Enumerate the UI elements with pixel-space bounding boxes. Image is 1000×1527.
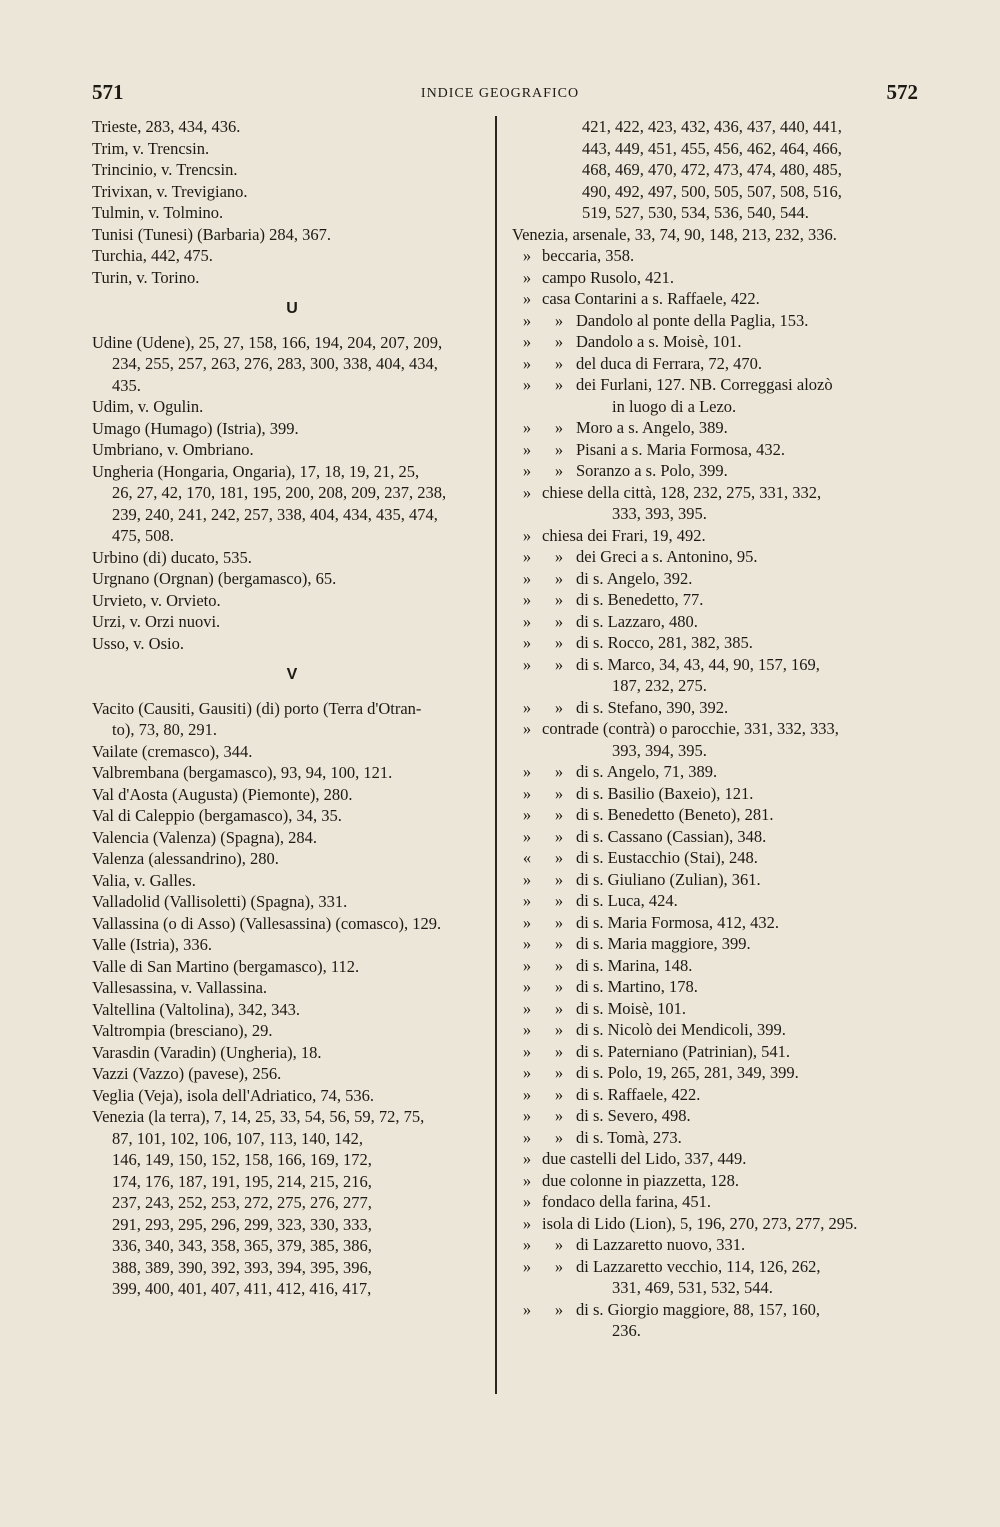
ditto-mark: » xyxy=(522,547,532,566)
ditto-mark: » xyxy=(522,461,532,480)
ditto-mark: » xyxy=(554,1084,564,1104)
sub-entry xyxy=(512,1299,928,1321)
entry-line: 336, 340, 343, 358, 365, 379, 385, 386, xyxy=(112,1236,372,1255)
ditto-mark: » xyxy=(522,1041,532,1061)
entry-line: Valladolid (Vallisoletti) (Spagna), 331. xyxy=(92,892,348,911)
index-entry xyxy=(92,461,492,547)
entry-text: di s. Stefano, 390, 392. xyxy=(576,697,729,717)
entry-text: di s. Maria maggiore, 399. xyxy=(576,934,751,953)
index-entry xyxy=(92,116,492,138)
entry-text: di s. Rocco, 281, 382, 385. xyxy=(576,633,753,652)
sub-entry xyxy=(512,245,928,267)
ditto-mark: » xyxy=(554,912,564,932)
entry-line: 146, 149, 150, 152, 158, 166, 169, 172, xyxy=(112,1150,372,1169)
sub-entry xyxy=(512,1084,928,1106)
index-entry xyxy=(92,1085,492,1107)
entry-line: Ungheria (Hongaria, Ongaria), 17, 18, 19, 21, 25, xyxy=(92,461,420,481)
index-entry xyxy=(92,138,492,160)
entry-line: 291, 293, 295, 296, 299, 323, 330, 333, xyxy=(112,1214,372,1234)
entry-line: 399, 400, 401, 407, 411, 412, 416, 417, xyxy=(112,1279,372,1298)
sub-entry xyxy=(512,826,928,848)
entry-line: Vallesassina, v. Vallassina. xyxy=(92,978,268,997)
index-entry xyxy=(92,267,492,289)
sub-entry xyxy=(512,288,928,310)
ditto-mark: » xyxy=(554,762,564,781)
entry-text: di s. Giuliano (Zulian), 361. xyxy=(576,869,761,889)
ditto-mark: » xyxy=(554,1235,564,1254)
entry-line: Veglia (Veja), isola dell'Adriatico, 74, 536. xyxy=(92,1085,375,1105)
entry-text: di s. Maria Formosa, 412, 432. xyxy=(576,912,780,932)
ditto-mark: » xyxy=(554,848,564,867)
ditto-mark: » xyxy=(554,826,564,846)
sub-entry xyxy=(512,1148,928,1170)
entry-line: 174, 176, 187, 191, 195, 214, 215, 216, xyxy=(112,1171,372,1191)
ditto-mark: » xyxy=(522,891,532,910)
sub-entry xyxy=(512,804,928,826)
ditto-mark: » xyxy=(522,1020,532,1039)
sub-entry xyxy=(512,1041,928,1063)
entry-text: 236. xyxy=(612,1321,641,1340)
continuation-line: 443, 449, 451, 455, 456, 462, 464, 466, xyxy=(582,138,842,158)
ditto-mark: » xyxy=(522,568,532,588)
ditto-mark: » xyxy=(522,783,532,803)
index-entry xyxy=(92,590,492,612)
index-entry xyxy=(92,698,492,741)
ditto-mark: » xyxy=(522,1213,532,1233)
entry-line: Val di Caleppio (bergamasco), 34, 35. xyxy=(92,806,342,825)
left-column xyxy=(92,116,492,1300)
sub-entry xyxy=(512,503,928,525)
right-column xyxy=(512,116,928,1342)
ditto-mark: » xyxy=(522,1127,532,1147)
entry-text: 393, 394, 395. xyxy=(612,740,707,760)
index-entry xyxy=(92,741,492,763)
sub-entry xyxy=(512,568,928,590)
ditto-mark: » xyxy=(522,246,532,265)
ditto-mark: » xyxy=(554,934,564,953)
index-entry xyxy=(92,848,492,870)
sub-entry xyxy=(512,460,928,482)
ditto-mark: » xyxy=(522,955,532,975)
ditto-mark: » xyxy=(554,332,564,351)
entry-line: 234, 255, 257, 263, 276, 283, 300, 338, 404, 434, xyxy=(112,354,438,373)
entry-line: Venezia, arsenale, 33, 74, 90, 148, 213, 232, 336. xyxy=(512,224,837,244)
entry-text: di s. Paterniano (Patrinian), 541. xyxy=(576,1041,791,1061)
ditto-mark: » xyxy=(522,912,532,932)
index-entry xyxy=(92,245,492,267)
ditto-mark: » xyxy=(522,1170,532,1190)
index-entry xyxy=(92,1063,492,1085)
sub-entry xyxy=(512,1105,928,1127)
entry-text: di s. Basilio (Baxeio), 121. xyxy=(576,783,754,803)
ditto-mark: » xyxy=(522,375,532,394)
page-number-left: 571 xyxy=(92,80,124,104)
entry-text: di s. Benedetto, 77. xyxy=(576,590,704,609)
index-entry xyxy=(92,1020,492,1042)
entry-text: fondaco della farina, 451. xyxy=(542,1192,712,1211)
ditto-mark: » xyxy=(554,998,564,1018)
entry-line: Trim, v. Trencsin. xyxy=(92,138,210,158)
index-entry xyxy=(92,633,492,655)
ditto-mark: » xyxy=(554,375,564,394)
entry-line: Vailate (cremasco), 344. xyxy=(92,741,253,761)
index-entry xyxy=(92,827,492,849)
ditto-mark: » xyxy=(554,1020,564,1039)
entry-text: in luogo di a Lezo. xyxy=(612,396,737,416)
ditto-mark: » xyxy=(522,482,532,502)
entry-line: 475, 508. xyxy=(112,526,174,545)
entry-text: 331, 469, 531, 532, 544. xyxy=(612,1278,773,1297)
ditto-mark: » xyxy=(522,267,532,287)
ditto-mark: » xyxy=(554,1127,564,1147)
index-entry xyxy=(92,418,492,440)
ditto-mark: » xyxy=(554,805,564,824)
ditto-mark: » xyxy=(522,1063,532,1082)
ditto-mark: » xyxy=(522,1149,532,1168)
entry-line: Valia, v. Galles. xyxy=(92,870,196,890)
entry-line: Venezia (la terra), 7, 14, 25, 33, 54, 56, 59, 72, 75, xyxy=(92,1107,425,1126)
sub-entry xyxy=(512,310,928,332)
sub-entry xyxy=(512,1191,928,1213)
sub-entry xyxy=(512,632,928,654)
entry-line: Vazzi (Vazzo) (pavese), 256. xyxy=(92,1064,282,1083)
entry-line: Turin, v. Torino. xyxy=(92,267,200,287)
ditto-mark: » xyxy=(554,1106,564,1125)
entry-line: to), 73, 80, 291. xyxy=(112,720,217,739)
entry-line: Valencia (Valenza) (Spagna), 284. xyxy=(92,827,317,847)
entry-text: di s. Luca, 424. xyxy=(576,891,678,910)
ditto-mark: » xyxy=(522,977,532,996)
ditto-mark: » xyxy=(554,955,564,975)
ditto-mark: » xyxy=(522,633,532,652)
ditto-mark: » xyxy=(554,783,564,803)
entry-text: dei Greci a s. Antonino, 95. xyxy=(576,547,758,566)
index-entry xyxy=(92,870,492,892)
entry-text: di Lazzaretto vecchio, 114, 126, 262, xyxy=(576,1256,821,1276)
entry-text: di s. Polo, 19, 265, 281, 349, 399. xyxy=(576,1063,799,1082)
entry-line: 435. xyxy=(112,375,141,395)
entry-text: due castelli del Lido, 337, 449. xyxy=(542,1149,747,1168)
entry-line: Umbriano, v. Ombriano. xyxy=(92,440,254,459)
section-letter-v: V xyxy=(286,666,298,683)
continuation-line: 490, 492, 497, 500, 505, 507, 508, 516, xyxy=(582,181,842,201)
sub-entry xyxy=(512,611,928,633)
ditto-mark: » xyxy=(522,1235,532,1254)
page-header xyxy=(0,80,1000,110)
sub-entry xyxy=(512,439,928,461)
ditto-mark: » xyxy=(522,654,532,674)
index-entry xyxy=(92,956,492,978)
entries-u xyxy=(92,332,492,655)
ditto-mark: » xyxy=(554,633,564,652)
ditto-mark: » xyxy=(554,697,564,717)
index-entry xyxy=(92,159,492,181)
ditto-mark: » xyxy=(554,590,564,609)
ditto-mark: » xyxy=(522,805,532,824)
index-entry xyxy=(92,611,492,633)
entry-text: 333, 393, 395. xyxy=(612,504,707,523)
ditto-mark: » xyxy=(554,891,564,910)
sub-entry xyxy=(512,1127,928,1149)
section-letter-u: U xyxy=(286,300,298,317)
sub-entry xyxy=(512,1256,928,1278)
ditto-mark: » xyxy=(554,1299,564,1319)
sub-entry xyxy=(512,890,928,912)
ditto-mark: » xyxy=(554,461,564,480)
entry-text: di s. Raffaele, 422. xyxy=(576,1084,701,1104)
entry-line: Udine (Udene), 25, 27, 158, 166, 194, 204, 207, 209, xyxy=(92,332,443,352)
sub-entry xyxy=(512,353,928,375)
index-entry xyxy=(92,181,492,203)
entry-text: Moro a s. Angelo, 389. xyxy=(576,418,728,437)
sub-entry xyxy=(512,869,928,891)
ditto-mark: » xyxy=(522,418,532,437)
sub-entry xyxy=(512,1234,928,1256)
entry-line: Urzi, v. Orzi nuovi. xyxy=(92,612,221,631)
entry-text: di s. Tomà, 273. xyxy=(576,1127,682,1147)
ditto-mark: » xyxy=(554,869,564,889)
entry-text: di s. Severo, 498. xyxy=(576,1106,691,1125)
entry-text: di Lazzaretto nuovo, 331. xyxy=(576,1235,746,1254)
entry-line: 388, 389, 390, 392, 393, 394, 395, 396, xyxy=(112,1257,372,1277)
sub-entry xyxy=(512,1320,928,1342)
entry-text: di s. Martino, 178. xyxy=(576,977,698,996)
ditto-mark: » xyxy=(554,353,564,373)
entry-line: Trieste, 283, 434, 436. xyxy=(92,117,241,136)
entry-text: due colonne in piazzetta, 128. xyxy=(542,1170,740,1190)
entry-line: 87, 101, 102, 106, 107, 113, 140, 142, xyxy=(112,1128,364,1148)
venezia-continuation xyxy=(512,116,928,224)
sub-entry xyxy=(512,1277,928,1299)
entry-text: di s. Cassano (Cassian), 348. xyxy=(576,826,767,846)
continuation-line: 519, 527, 530, 534, 536, 540, 544. xyxy=(582,203,809,222)
ditto-mark: » xyxy=(522,826,532,846)
index-entry xyxy=(92,547,492,569)
sub-entry xyxy=(512,740,928,762)
ditto-mark: » xyxy=(522,439,532,459)
entry-text: di s. Moisè, 101. xyxy=(576,998,687,1018)
page-number-right: 572 xyxy=(886,80,918,104)
entry-line: Valtrompia (bresciano), 29. xyxy=(92,1021,273,1040)
entry-text: 187, 232, 275. xyxy=(612,676,707,695)
ditto-mark: » xyxy=(522,590,532,609)
entry-line: Trivixan, v. Trevigiano. xyxy=(92,181,248,201)
entry-line: Valle (Istria), 336. xyxy=(92,935,213,954)
entry-line: 26, 27, 42, 170, 181, 195, 200, 208, 209, 237, 238, xyxy=(112,483,447,502)
ditto-mark: » xyxy=(522,1256,532,1276)
entry-text: di s. Marina, 148. xyxy=(576,955,693,975)
entry-line: Udim, v. Ogulin. xyxy=(92,397,204,416)
ditto-mark: » xyxy=(522,310,532,330)
entries-v xyxy=(92,698,492,1300)
ditto-mark: » xyxy=(554,654,564,674)
entry-text: chiese della città, 128, 232, 275, 331, 332, xyxy=(542,482,822,502)
entry-line: Urgnano (Orgnan) (bergamasco), 65. xyxy=(92,569,337,588)
ditto-mark: » xyxy=(522,1299,532,1319)
entry-line: Tunisi (Tunesi) (Barbaria) 284, 367. xyxy=(92,224,331,244)
ditto-mark: » xyxy=(554,568,564,588)
index-entry xyxy=(92,762,492,784)
entry-line: Trincinio, v. Trencsin. xyxy=(92,160,238,179)
sub-entry xyxy=(512,1019,928,1041)
entry-line: Varasdin (Varadin) (Ungheria), 18. xyxy=(92,1042,322,1062)
entry-text: Dandolo a s. Moisè, 101. xyxy=(576,332,742,351)
entry-line: Umago (Humago) (Istria), 399. xyxy=(92,418,299,438)
entry-text: isola di Lido (Lion), 5, 196, 270, 273, 277, 295. xyxy=(542,1213,858,1233)
entry-text: del duca di Ferrara, 72, 470. xyxy=(576,353,763,373)
ditto-mark: » xyxy=(554,611,564,631)
entry-text: di s. Giorgio maggiore, 88, 157, 160, xyxy=(576,1299,820,1319)
sub-entry xyxy=(512,525,928,547)
index-entry xyxy=(92,913,492,935)
entry-text: di s. Angelo, 71, 389. xyxy=(576,762,718,781)
ditto-mark: » xyxy=(522,289,532,308)
entry-text: chiesa dei Frari, 19, 492. xyxy=(542,525,706,545)
index-entry xyxy=(92,805,492,827)
sub-entry xyxy=(512,998,928,1020)
index-entry xyxy=(92,784,492,806)
index-entry xyxy=(92,1106,492,1300)
ditto-mark: » xyxy=(522,525,532,545)
entry-line: Val d'Aosta (Augusta) (Piemonte), 280. xyxy=(92,784,353,804)
entry-text: di s. Marco, 34, 43, 44, 90, 157, 169, xyxy=(576,654,820,674)
index-entry xyxy=(92,999,492,1021)
entry-text: di s. Angelo, 392. xyxy=(576,568,693,588)
running-title: INDICE GEOGRAFICO xyxy=(420,86,580,101)
sub-entry xyxy=(512,331,928,353)
venezia-subentries xyxy=(512,245,928,1342)
index-entry xyxy=(92,1042,492,1064)
sub-entry xyxy=(512,1213,928,1235)
entry-line: Tulmin, v. Tolmino. xyxy=(92,203,224,222)
index-entry xyxy=(92,891,492,913)
index-entry xyxy=(92,202,492,224)
entry-line: Vacito (Causiti, Gausiti) (di) porto (Terra d'Otran- xyxy=(92,698,422,718)
entry-text: campo Rusolo, 421. xyxy=(542,267,674,287)
entry-text: di s. Benedetto (Beneto), 281. xyxy=(576,805,774,824)
sub-entry xyxy=(512,589,928,611)
entry-text: Soranzo a s. Polo, 399. xyxy=(576,461,728,480)
ditto-mark: » xyxy=(554,977,564,996)
continuation-line: 421, 422, 423, 432, 436, 437, 440, 441, xyxy=(582,117,842,136)
sub-entry xyxy=(512,654,928,676)
index-entry xyxy=(92,568,492,590)
entry-text: Pisani a s. Maria Formosa, 432. xyxy=(576,439,785,459)
ditto-mark: » xyxy=(522,1106,532,1125)
sub-entry xyxy=(512,976,928,998)
entry-text: dei Furlani, 127. NB. Correggasi alozò xyxy=(576,375,833,394)
index-entry xyxy=(92,977,492,999)
index-entry xyxy=(92,439,492,461)
entry-line: Turchia, 442, 475. xyxy=(92,246,213,265)
ditto-mark: » xyxy=(554,310,564,330)
entry-text: contrade (contrà) o parocchie, 331, 332, 333, xyxy=(542,719,839,738)
sub-entry xyxy=(512,267,928,289)
venezia-arsenale-entry xyxy=(512,224,928,246)
index-entry xyxy=(92,396,492,418)
entry-text: Dandolo al ponte della Paglia, 153. xyxy=(576,310,809,330)
entries-t xyxy=(92,116,492,288)
sub-entry xyxy=(512,912,928,934)
sub-entry xyxy=(512,417,928,439)
ditto-mark: » xyxy=(522,762,532,781)
sub-entry xyxy=(512,1170,928,1192)
ditto-mark: » xyxy=(522,998,532,1018)
ditto-mark: » xyxy=(522,611,532,631)
ditto-mark: » xyxy=(522,697,532,717)
ditto-mark: » xyxy=(522,934,532,953)
sub-entry xyxy=(512,718,928,740)
ditto-mark: » xyxy=(522,332,532,351)
entry-line: Valtellina (Valtolina), 342, 343. xyxy=(92,999,301,1019)
sub-entry xyxy=(512,783,928,805)
continuation-line: 468, 469, 470, 472, 473, 474, 480, 485, xyxy=(582,160,842,179)
entry-line: Usso, v. Osio. xyxy=(92,633,184,653)
entry-line: Valenza (alessandrino), 280. xyxy=(92,849,279,868)
entry-line: Valle di San Martino (bergamasco), 112. xyxy=(92,956,360,976)
entry-text: di s. Nicolò dei Mendicoli, 399. xyxy=(576,1020,786,1039)
ditto-mark: » xyxy=(554,1041,564,1061)
entry-text: di s. Eustacchio (Stai), 248. xyxy=(576,848,758,867)
sub-entry xyxy=(512,847,928,869)
ditto-mark: » xyxy=(522,869,532,889)
sub-entry xyxy=(512,675,928,697)
sub-entry xyxy=(512,933,928,955)
entry-text: beccaria, 358. xyxy=(542,246,635,265)
entry-line: Urvieto, v. Orvieto. xyxy=(92,590,221,610)
sub-entry xyxy=(512,546,928,568)
ditto-mark: » xyxy=(554,1256,564,1276)
ditto-mark: » xyxy=(522,719,532,738)
ditto-mark: » xyxy=(522,1084,532,1104)
sub-entry xyxy=(512,1062,928,1084)
sub-entry xyxy=(512,761,928,783)
sub-entry xyxy=(512,955,928,977)
ditto-mark: » xyxy=(554,547,564,566)
sub-entry xyxy=(512,374,928,396)
column-divider xyxy=(495,116,497,1394)
ditto-mark: » xyxy=(522,1192,532,1211)
entry-line: Urbino (di) ducato, 535. xyxy=(92,547,252,567)
index-entry xyxy=(92,934,492,956)
entry-line: Vallassina (o di Asso) (Vallesassina) (comasco), 129. xyxy=(92,913,442,933)
ditto-mark: » xyxy=(554,418,564,437)
ditto-mark: » xyxy=(554,1063,564,1082)
ditto-mark: » xyxy=(554,439,564,459)
index-entry xyxy=(92,224,492,246)
entry-line: 239, 240, 241, 242, 257, 338, 404, 434, 435, 474, xyxy=(112,504,438,524)
ditto-mark: « xyxy=(522,848,532,867)
entry-line: Valbrembana (bergamasco), 93, 94, 100, 121. xyxy=(92,763,393,782)
ditto-mark: » xyxy=(522,353,532,373)
entry-text: di s. Lazzaro, 480. xyxy=(576,611,698,631)
sub-entry xyxy=(512,482,928,504)
entry-text: casa Contarini a s. Raffaele, 422. xyxy=(542,289,760,308)
sub-entry xyxy=(512,697,928,719)
index-entry xyxy=(92,332,492,397)
sub-entry xyxy=(512,396,928,418)
entry-line: 237, 243, 252, 253, 272, 275, 276, 277, xyxy=(112,1193,372,1212)
